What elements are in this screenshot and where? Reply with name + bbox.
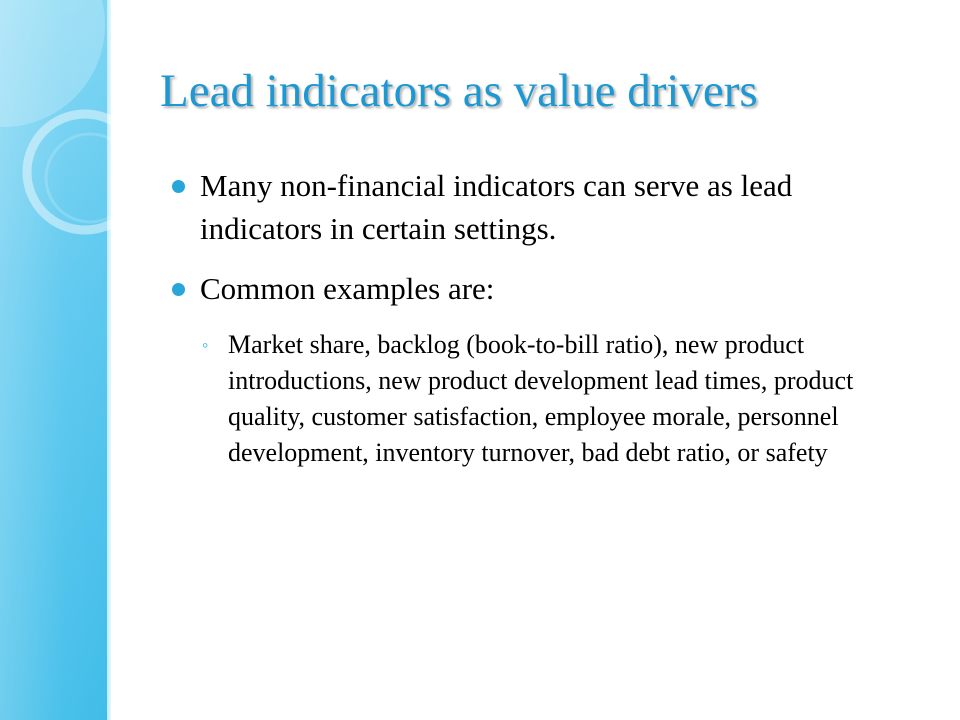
bullet-dot-icon	[172, 283, 185, 296]
sub-bullet-text: Market share, backlog (book-to-bill ratio), new product introductions, new product development lead times, product quality, customer satisfaction, employee morale, personnel development, inventory turnover, bad debt ratio, or safety	[228, 330, 854, 467]
bullet-text: Common examples are:	[200, 271, 495, 306]
decor-ring-inner	[46, 134, 134, 222]
decor-circle-large	[0, 0, 105, 127]
decor-ring	[27, 114, 143, 230]
bullet-list	[172, 164, 912, 471]
bullet-dot-icon	[172, 180, 185, 193]
slide-title: Lead indicators as value drivers	[160, 65, 758, 117]
bullet-item	[172, 164, 912, 250]
bullet-item	[172, 267, 912, 310]
bullet-text: Many non-financial indicators can serve as lead indicators in certain settings.	[200, 168, 793, 246]
sub-bullet-ring-icon: ◦	[202, 335, 209, 355]
sub-bullet-item	[200, 327, 912, 471]
